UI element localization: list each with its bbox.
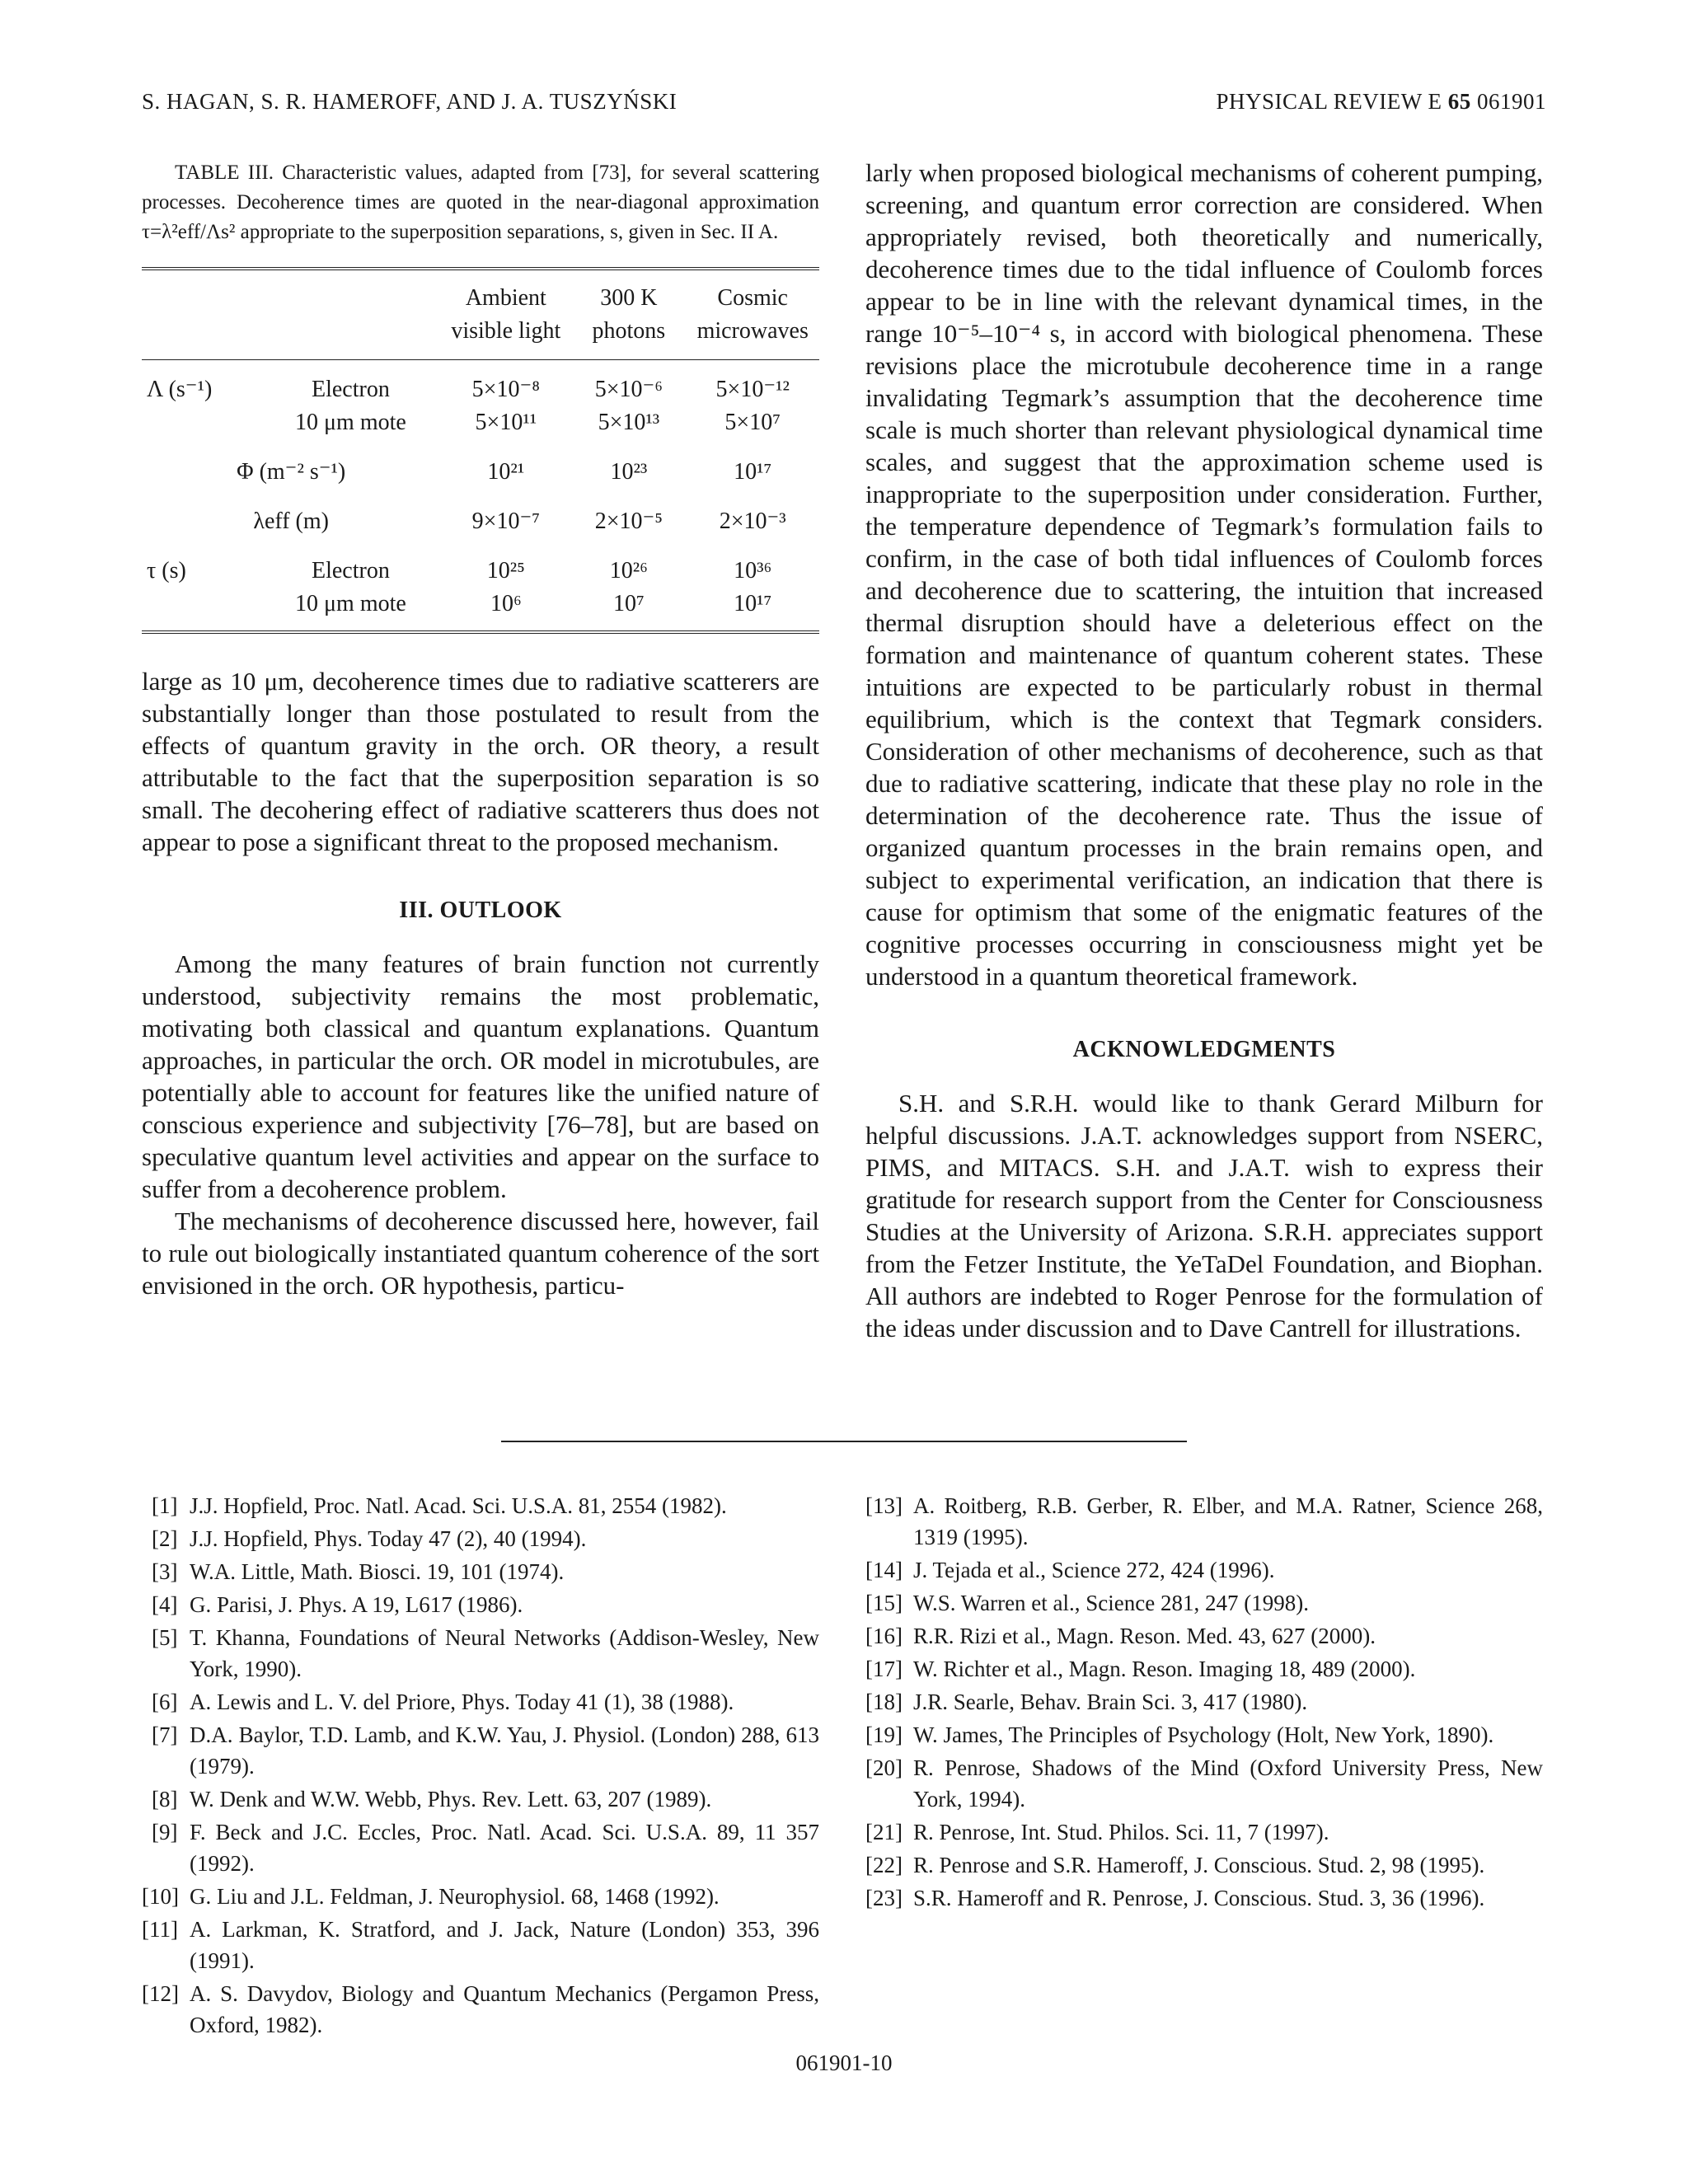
table-cell: 5×10⁻⁸ [471, 377, 540, 402]
table-cell: 2×10⁻⁵ [594, 509, 663, 534]
reference-item: [18] J.R. Searle, Behav. Brain Sci. 3, 417 (1980). [865, 1690, 1308, 1714]
paragraph: Among the many features of brain function not currently understood, subjectivity remains the most problematic, motivating both classical and quantum explanations. Quantum approaches, in particular the orch. OR model in microtubules, are potentially able to account for features like the unified nature of conscious experience and subjectivity [76–78], but are based on speculative quantum level activities and appear on the surface to suffer from a decoherence problem. [142, 949, 819, 1203]
running-head [142, 89, 1546, 122]
reference-item: [13] A. Roitberg, R.B. Gerber, R. Elber, and M.A. Ratner, Science 268, 1319 (1995). [865, 1493, 1543, 1549]
section-title-acknowledgments: ACKNOWLEDGMENTS [1072, 1037, 1336, 1062]
reference-item: [10] G. Liu and J.L. Feldman, J. Neurophysiol. 68, 1468 (1992). [142, 1884, 720, 1909]
reference-item: [20] R. Penrose, Shadows of the Mind (Oxford University Press, New York, 1994). [865, 1755, 1543, 1811]
row-quantity: τ (s) [147, 558, 186, 583]
row-quantity [142, 588, 261, 632]
row-quantity: Λ (s⁻¹) [147, 377, 213, 402]
table-row [142, 406, 819, 439]
table-cell: 10⁷ [612, 591, 645, 616]
table-cell: 5×10¹¹ [475, 410, 537, 435]
table-row [142, 588, 819, 632]
table-row [142, 489, 819, 538]
row-object: 10 μm mote [295, 591, 406, 616]
col-header-ambient: Ambient visible light [440, 269, 571, 360]
table-cell: 10³⁶ [734, 558, 772, 583]
table-cell: 9×10⁻⁷ [471, 509, 540, 534]
row-object: Electron [312, 558, 390, 583]
table-cell: 2×10⁻³ [719, 509, 786, 534]
table-cell: 5×10⁷ [724, 410, 781, 435]
reference-item: [3] W.A. Little, Math. Biosci. 19, 101 (1974). [152, 1559, 565, 1584]
reference-item: [23] S.R. Hameroff and R. Penrose, J. Conscious. Stud. 3, 36 (1996). [865, 1886, 1485, 1910]
table-cell: 5×10¹³ [598, 410, 660, 435]
table-cell: 10²¹ [487, 459, 525, 485]
col-header-cosmic: Cosmic microwaves [686, 269, 819, 360]
reference-item: [6] A. Lewis and L. V. del Priore, Phys. Today 41 (1), 38 (1988). [152, 1690, 734, 1714]
reference-item: [14] J. Tejada et al., Science 272, 424 (1996). [865, 1558, 1275, 1582]
reference-item: [12] A. S. Davydov, Biology and Quantum Mechanics (Pergamon Press, Oxford, 1982). [142, 1981, 819, 2037]
paragraph: large as 10 μm, decoherence times due to radiative scatterers are substantially longer than those postulated to result from the effects of quantum gravity in the orch. OR theory, a result attributable to the fact that the superposition separation is so small. The decohering effect of radiative scatterers thus does not appear to pose a significant threat to the proposed mechanism. [142, 667, 819, 856]
col-header-300k: 300 K photons [571, 269, 686, 360]
references-left [142, 1490, 819, 2042]
table-row [142, 439, 819, 489]
row-quantity: Φ (m⁻² s⁻¹) [237, 459, 346, 485]
right-body-text [865, 157, 1543, 1344]
left-column [142, 148, 819, 1301]
references-divider [501, 1441, 1187, 1442]
table-cell: 10²³ [610, 459, 648, 485]
reference-item: [11] A. Larkman, K. Stratford, and J. Jack, Nature (London) 353, 396 (1991). [142, 1917, 819, 1973]
reference-item: [22] R. Penrose and S.R. Hameroff, J. Conscious. Stud. 2, 98 (1995). [865, 1853, 1485, 1877]
table-cell: 5×10⁻⁶ [594, 377, 663, 402]
table-row [142, 538, 819, 588]
table-cell: 10¹⁷ [734, 591, 772, 616]
reference-item: [8] W. Denk and W.W. Webb, Phys. Rev. Lett. 63, 207 (1989). [152, 1787, 712, 1811]
reference-item: [21] R. Penrose, Int. Stud. Philos. Sci. 11, 7 (1997). [865, 1820, 1329, 1844]
table-header-row [142, 269, 819, 360]
table-cell: 10¹⁷ [734, 459, 772, 485]
table-caption [142, 158, 819, 247]
reference-item: [7] D.A. Baylor, T.D. Lamb, and K.W. Yau, J. Physiol. (London) 288, 613 (1979). [152, 1722, 819, 1779]
table-row [142, 360, 819, 407]
right-column [865, 148, 1543, 1344]
reference-item: [17] W. Richter et al., Magn. Reson. Imaging 18, 489 (2000). [865, 1657, 1416, 1681]
table-cell: 10⁶ [490, 591, 522, 616]
reference-item: [15] W.S. Warren et al., Science 281, 247 (1998). [865, 1591, 1309, 1615]
row-quantity: λeff (m) [253, 509, 329, 534]
row-object: Electron [312, 377, 390, 402]
reference-item: [1] J.J. Hopfield, Proc. Natl. Acad. Sci. U.S.A. 81, 2554 (1982). [152, 1493, 727, 1518]
reference-item: [2] J.J. Hopfield, Phys. Today 47 (2), 40 (1994). [152, 1526, 587, 1551]
row-object: 10 μm mote [295, 410, 406, 435]
table-caption-text: TABLE III. Characteristic values, adapted from [73], for several scattering processes. Decoherence times are quoted in the near-diagonal approximation τ=λ²eff/Λs² appropriate to the superposition separations, s, given in Sec. II A. [142, 162, 819, 243]
running-head-authors: S. HAGAN, S. R. HAMEROFF, AND J. A. TUSZYŃSKI [142, 89, 678, 114]
acknowledgments-text: S.H. and S.R.H. would like to thank Gerard Milburn for helpful discussions. J.A.T. acknowledges support from NSERC, PIMS, and MITACS. S.H. and J.A.T. wish to express their gratitude for research support from the Center for Consciousness Studies at the University of Arizona. S.R.H. appreciates support from the Fetzer Institute, the YeTaDel Foundation, and Biophan. All authors are indebted to Roger Penrose for the formulation of the ideas under discussion and to Dave Cantrell for illustrations. [865, 1089, 1543, 1343]
left-body-text [142, 665, 819, 1301]
reference-item: [9] F. Beck and J.C. Eccles, Proc. Natl. Acad. Sci. U.S.A. 89, 11 357 (1992). [152, 1820, 819, 1876]
paragraph: The mechanisms of decoherence discussed here, however, fail to rule out biologically instantiated quantum coherence of the sort envisioned in the orch. OR hypothesis, particu- [142, 1207, 819, 1300]
reference-item: [5] T. Khanna, Foundations of Neural Networks (Addison-Wesley, New York, 1990). [152, 1625, 819, 1681]
page-number: 061901-10 [795, 2050, 893, 2075]
reference-item: [19] W. James, The Principles of Psychology (Holt, New York, 1890). [865, 1722, 1494, 1747]
running-head-journal: PHYSICAL REVIEW E 65 061901 [1216, 89, 1546, 114]
paragraph: larly when proposed biological mechanisms of coherent pumping, screening, and quantum error correction are considered. When appropriately revised, both theoretically and numerically, decoherence times due to the tidal influence of Coulomb forces appear to be in line with the relevant dynamical times, in the range 10⁻⁵–10⁻⁴ s, in accord with biological phenomena. These revisions place the microtubule decoherence time in a range invalidating Tegmark’s assumption that the decoherence time scale is much shorter than relevant physiological dynamical time scales, and suggest that the approximation scheme used is inappropriate to the superposition under consideration. Further, the temperature dependence of Tegmark’s formulation fails to confirm, in the case of both tidal influences of Coulomb forces and decoherence due to scattering, the intuition that increased thermal disruption should have a deleterious effect on the formation and maintenance of quantum coherent states. These intuitions are expected to be particularly robust in thermal equilibrium, which is the context that Tegmark considers. Consideration of other mechanisms of decoherence, such as that due to radiative scattering, indicate that these play no role in the determination of the decoherence rate. Thus the issue of organized quantum processes in the brain remains open, and subject to experimental verification, an indication that there is cause for optimism that some of the enigmatic features of the cognitive processes occurring in consciousness might yet be understood in a quantum theoretical framework. [865, 158, 1543, 991]
table-cell: 10²⁶ [609, 558, 648, 583]
section-title-outlook: III. OUTLOOK [399, 898, 562, 923]
references-right [865, 1490, 1543, 1915]
table-cell: 10²⁵ [486, 558, 525, 583]
characteristic-values-table [142, 267, 819, 634]
reference-item: [16] R.R. Rizi et al., Magn. Reson. Med. 43, 627 (2000). [865, 1624, 1376, 1648]
table-cell: 5×10⁻¹² [715, 377, 790, 402]
reference-item: [4] G. Parisi, J. Phys. A 19, L617 (1986). [152, 1592, 523, 1617]
row-quantity [142, 406, 261, 439]
